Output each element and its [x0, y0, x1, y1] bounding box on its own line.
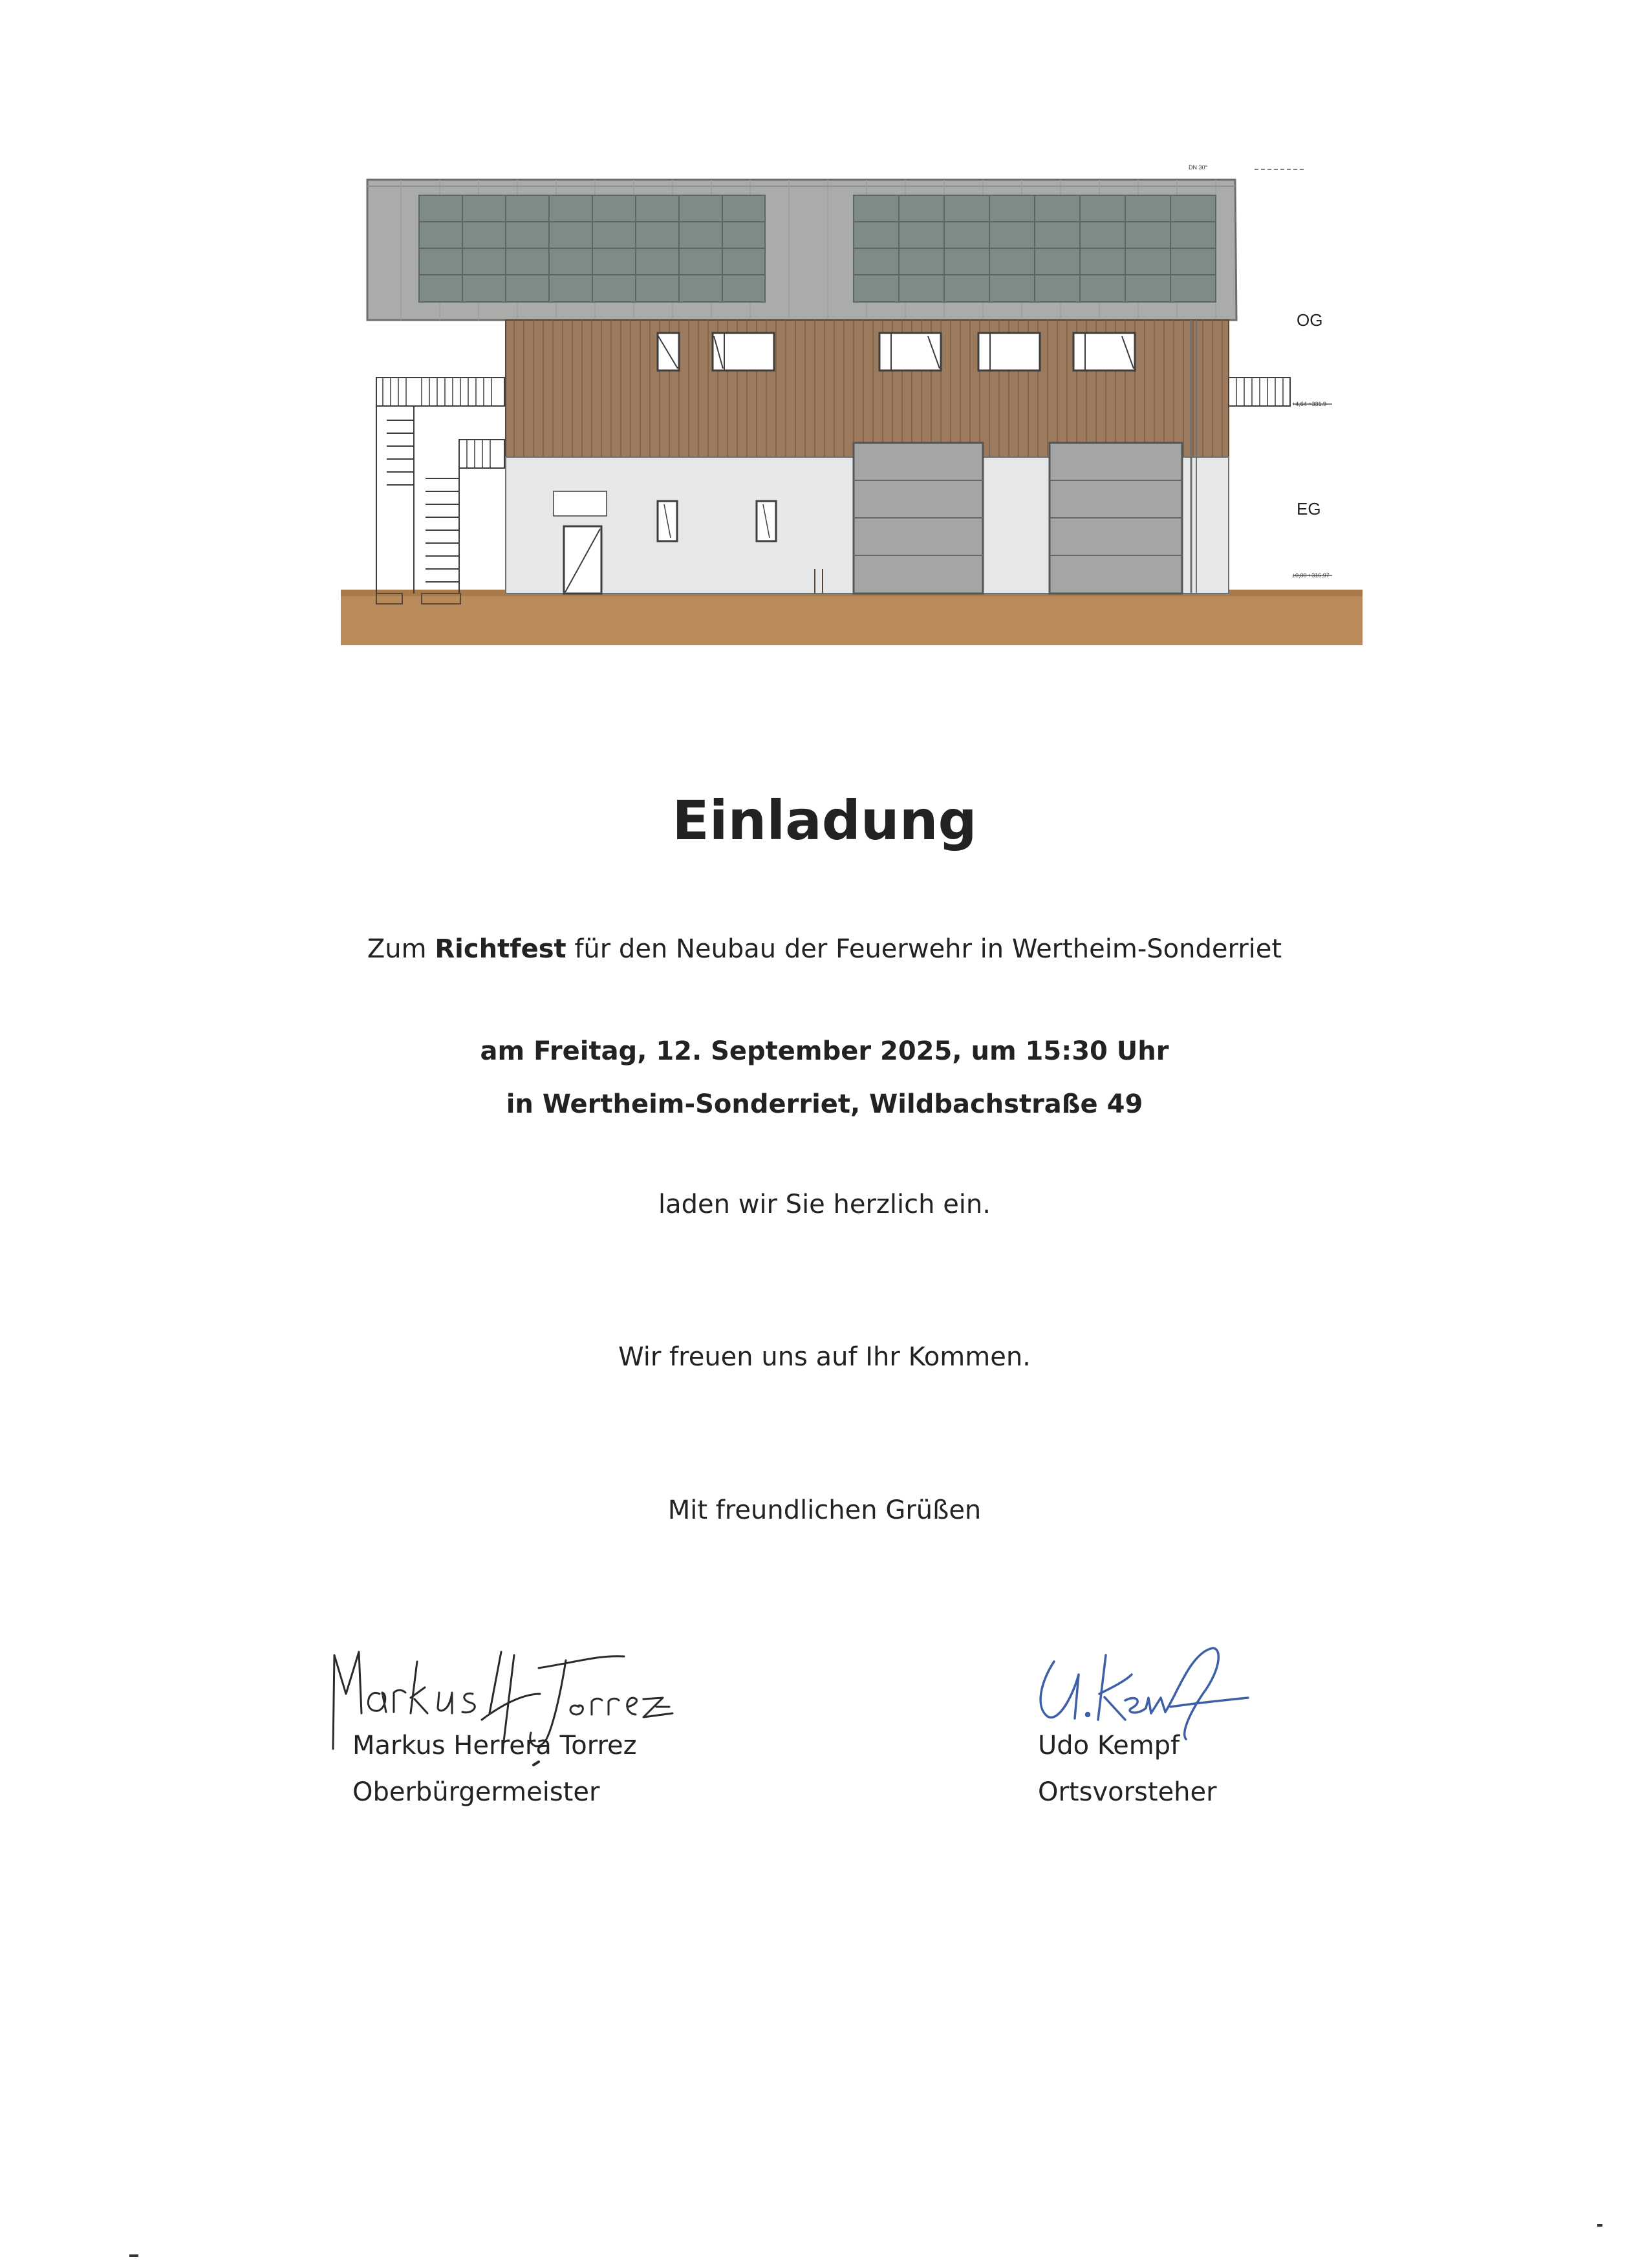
- scan-mark: [129, 2254, 138, 2257]
- closing-greeting: Mit freundlichen Grüßen: [667, 1495, 982, 1525]
- door-sign: [554, 491, 607, 516]
- garage-door-left: [854, 443, 983, 594]
- document-title: Einladung: [672, 789, 977, 852]
- exterior-staircase: [376, 378, 504, 594]
- roof-pitch-note: DN 30°: [1189, 164, 1208, 171]
- occasion-highlight: Richtfest: [435, 934, 566, 964]
- location-line: in Wertheim-Sonderriet, Wildbachstraße 49: [506, 1089, 1143, 1119]
- ground-strip: [341, 594, 1363, 645]
- welcome-line: Wir freuen uns auf Ihr Kommen.: [618, 1342, 1031, 1372]
- signature-udo-kempf: [1028, 1636, 1261, 1746]
- date-line: am Freitag, 12. September 2025, um 15:30 Uhr: [480, 1036, 1169, 1066]
- level-annotation-upper: +4,64 +331.9: [1292, 401, 1327, 407]
- ground-floor-label: EG: [1297, 499, 1321, 519]
- occasion-line: Zum Richtfest für den Neubau der Feuerwehr in Wertheim-Sonderriet: [367, 934, 1282, 964]
- signatory-role: Oberbürgermeister: [352, 1777, 600, 1807]
- upper-floor-label: OG: [1297, 310, 1323, 330]
- invitation-line: laden wir Sie herzlich ein.: [658, 1190, 991, 1219]
- solar-array-right: [854, 195, 1216, 302]
- building-elevation-drawing: [336, 155, 1384, 653]
- solar-array-left: [419, 195, 765, 302]
- signatory-role: Ortsvorsteher: [1038, 1777, 1217, 1807]
- signatory-name: Udo Kempf: [1038, 1731, 1180, 1760]
- upper-window: [879, 333, 941, 370]
- garage-door-right: [1050, 443, 1182, 594]
- upper-window: [978, 333, 1040, 370]
- upper-window: [1073, 333, 1135, 370]
- level-annotation-ground: ±0,00 +316,97: [1292, 572, 1330, 579]
- signatory-name: Markus Herrera Torrez: [352, 1731, 637, 1760]
- scan-mark: [1597, 2224, 1602, 2227]
